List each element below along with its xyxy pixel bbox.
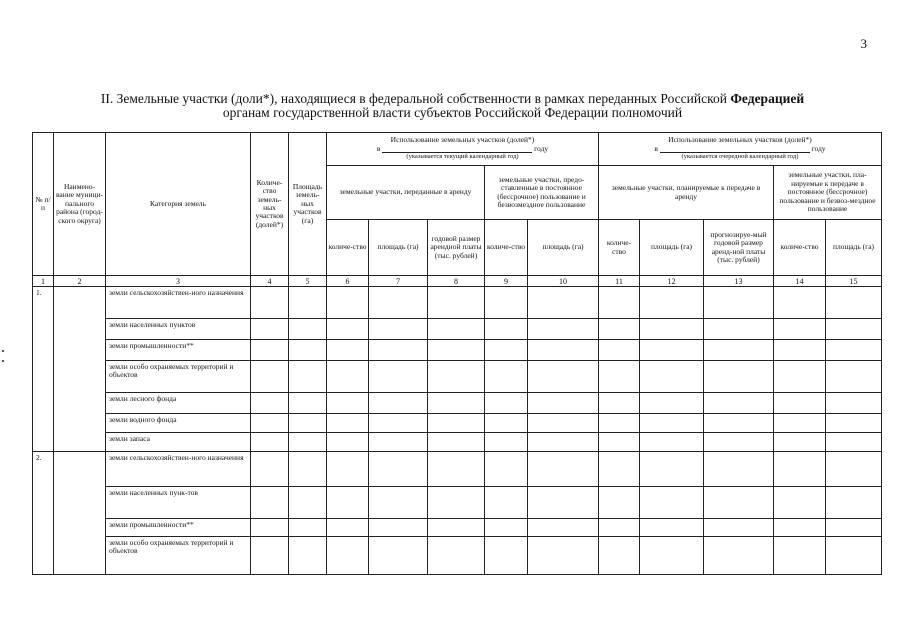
- empty-cell: [289, 393, 327, 414]
- empty-cell: [704, 319, 774, 340]
- column-number: 8: [428, 276, 485, 287]
- title-line-1: [0, 92, 905, 106]
- empty-cell: [428, 361, 485, 393]
- empty-cell: [528, 433, 599, 452]
- empty-cell: [289, 433, 327, 452]
- header-sub-count-planned: количе-ство: [599, 220, 640, 276]
- empty-cell: [826, 414, 882, 433]
- empty-cell: [428, 414, 485, 433]
- empty-cell: [251, 487, 289, 519]
- next-year-note: (указывается очередной календарный год): [681, 153, 799, 161]
- empty-cell: [599, 537, 640, 575]
- empty-cell: [826, 452, 882, 487]
- column-number: 14: [774, 276, 826, 287]
- empty-cell: [704, 414, 774, 433]
- land-category-cell: земли сельскохозяйствен-ного назначения: [106, 452, 251, 487]
- empty-cell: [599, 319, 640, 340]
- empty-cell: [251, 433, 289, 452]
- column-number: 4: [251, 276, 289, 287]
- empty-cell: [428, 452, 485, 487]
- empty-cell: [640, 487, 704, 519]
- next-year-caption: Использование земельных участков (долей*): [668, 135, 812, 145]
- table-body: [33, 287, 882, 575]
- column-number: 3: [106, 276, 251, 287]
- empty-cell: [251, 452, 289, 487]
- land-category-cell: земли населенных пунк-тов: [106, 487, 251, 519]
- empty-cell: [327, 519, 369, 537]
- header-sub-count-perpetual: количе-ство: [485, 220, 528, 276]
- empty-cell: [640, 537, 704, 575]
- next-year-prefix: в: [654, 143, 658, 153]
- empty-cell: [774, 361, 826, 393]
- empty-cell: [774, 340, 826, 361]
- empty-cell: [826, 393, 882, 414]
- empty-cell: [528, 414, 599, 433]
- current-year-prefix: в: [376, 143, 381, 153]
- empty-cell: [289, 537, 327, 575]
- empty-cell: [826, 340, 882, 361]
- next-year-blank: [660, 145, 810, 153]
- empty-cell: [528, 287, 599, 319]
- empty-cell: [774, 393, 826, 414]
- empty-cell: [428, 537, 485, 575]
- empty-cell: [599, 433, 640, 452]
- column-number: 13: [704, 276, 774, 287]
- next-year-suffix: году: [811, 143, 826, 153]
- current-year-line: [328, 145, 597, 153]
- empty-cell: [369, 319, 428, 340]
- empty-cell: [369, 414, 428, 433]
- column-number: 1: [33, 276, 54, 287]
- table-row: [33, 414, 882, 433]
- empty-cell: [774, 319, 826, 340]
- empty-cell: [826, 519, 882, 537]
- empty-cell: [428, 319, 485, 340]
- empty-cell: [327, 433, 369, 452]
- land-category-cell: земли водного фонда: [106, 414, 251, 433]
- column-number: 12: [640, 276, 704, 287]
- empty-cell: [485, 537, 528, 575]
- empty-cell: [528, 361, 599, 393]
- empty-cell: [485, 361, 528, 393]
- land-category-cell: земли особо охраняемых территорий и объектов: [106, 361, 251, 393]
- empty-cell: [327, 340, 369, 361]
- empty-cell: [826, 537, 882, 575]
- empty-cell: [289, 414, 327, 433]
- empty-cell: [327, 452, 369, 487]
- empty-cell: [428, 287, 485, 319]
- empty-cell: [640, 361, 704, 393]
- empty-cell: [369, 487, 428, 519]
- table-row: [33, 452, 882, 487]
- land-category-cell: земли промышленности**: [106, 340, 251, 361]
- empty-cell: [826, 319, 882, 340]
- empty-cell: [485, 340, 528, 361]
- header-sub-rent: годовой размер арендной платы (тыс. рублей): [428, 220, 485, 276]
- empty-cell: [774, 414, 826, 433]
- empty-cell: [826, 487, 882, 519]
- table-row: [33, 433, 882, 452]
- empty-cell: [640, 287, 704, 319]
- header-planned-lease: земельные участки, планируемые к передаче в аренду: [599, 166, 774, 220]
- column-number: 5: [289, 276, 327, 287]
- header-category: Категория земель: [106, 133, 251, 276]
- empty-cell: [485, 319, 528, 340]
- empty-cell: [704, 393, 774, 414]
- empty-cell: [289, 452, 327, 487]
- empty-cell: [774, 537, 826, 575]
- empty-cell: [826, 287, 882, 319]
- table-row: [33, 519, 882, 537]
- empty-cell: [826, 361, 882, 393]
- empty-cell: [369, 287, 428, 319]
- empty-cell: [289, 319, 327, 340]
- header-leased: земельные участки, переданные в аренду: [327, 166, 485, 220]
- municipality-cell: [54, 452, 106, 575]
- header-perpetual: земельные участки, предо-ставленные в постоянное (бессрочное) пользование и безвозмездное пользование: [485, 166, 599, 220]
- empty-cell: [428, 487, 485, 519]
- empty-cell: [528, 519, 599, 537]
- empty-cell: [485, 519, 528, 537]
- empty-cell: [428, 393, 485, 414]
- empty-cell: [640, 393, 704, 414]
- land-category-cell: земли населенных пунктов: [106, 319, 251, 340]
- header-sub-rent-planned: прогнозируе-мый годовой размер аренд-ной платы (тыс. рублей): [704, 220, 774, 276]
- current-year-blank: [382, 145, 532, 153]
- column-number: 10: [528, 276, 599, 287]
- empty-cell: [369, 519, 428, 537]
- empty-cell: [369, 537, 428, 575]
- empty-cell: [528, 393, 599, 414]
- header-next-year: [599, 133, 882, 166]
- empty-cell: [369, 452, 428, 487]
- column-number: 6: [327, 276, 369, 287]
- header-sub-area: площадь (га): [369, 220, 428, 276]
- header-sub-count-planned-perpetual: количе-ство: [774, 220, 826, 276]
- empty-cell: [704, 537, 774, 575]
- empty-cell: [251, 361, 289, 393]
- scan-mark: [2, 350, 4, 352]
- header-num: № п/п: [33, 133, 54, 276]
- empty-cell: [289, 340, 327, 361]
- municipality-cell: [54, 287, 106, 452]
- empty-cell: [428, 340, 485, 361]
- empty-cell: [327, 287, 369, 319]
- header-row-1: [33, 133, 882, 166]
- next-year-line: [600, 145, 880, 153]
- header-area: Площадь земель-ных участков (га): [289, 133, 327, 276]
- empty-cell: [640, 340, 704, 361]
- empty-cell: [369, 393, 428, 414]
- empty-cell: [327, 537, 369, 575]
- section-title: [0, 92, 905, 120]
- empty-cell: [369, 340, 428, 361]
- empty-cell: [640, 452, 704, 487]
- empty-cell: [640, 519, 704, 537]
- empty-cell: [704, 519, 774, 537]
- empty-cell: [704, 452, 774, 487]
- empty-cell: [485, 414, 528, 433]
- empty-cell: [774, 433, 826, 452]
- land-category-cell: земли лесного фонда: [106, 393, 251, 414]
- land-plots-table: [32, 132, 882, 575]
- current-year-suffix: году: [534, 143, 549, 153]
- empty-cell: [704, 287, 774, 319]
- table-row: [33, 537, 882, 575]
- empty-cell: [704, 487, 774, 519]
- empty-cell: [704, 340, 774, 361]
- empty-cell: [599, 361, 640, 393]
- empty-cell: [774, 287, 826, 319]
- empty-cell: [704, 361, 774, 393]
- empty-cell: [289, 487, 327, 519]
- table-row: [33, 487, 882, 519]
- empty-cell: [327, 393, 369, 414]
- column-number-row: [33, 276, 882, 287]
- empty-cell: [369, 433, 428, 452]
- empty-cell: [428, 519, 485, 537]
- column-number: 2: [54, 276, 106, 287]
- empty-cell: [774, 487, 826, 519]
- empty-cell: [485, 487, 528, 519]
- scan-mark: [2, 360, 4, 362]
- column-number: 15: [826, 276, 882, 287]
- empty-cell: [599, 393, 640, 414]
- header-sub-area-perpetual: площадь (га): [528, 220, 599, 276]
- empty-cell: [485, 433, 528, 452]
- empty-cell: [485, 393, 528, 414]
- empty-cell: [251, 319, 289, 340]
- empty-cell: [327, 319, 369, 340]
- empty-cell: [528, 340, 599, 361]
- title-line-1-part-1: II. Земельные участки (доли*), находящиеся в федеральной собственности в рамках переданных Российской: [100, 91, 731, 106]
- empty-cell: [251, 393, 289, 414]
- current-year-caption: Использование земельных участков (долей*): [390, 135, 535, 145]
- empty-cell: [599, 287, 640, 319]
- row-number: 2.: [33, 452, 54, 575]
- column-number: 11: [599, 276, 640, 287]
- empty-cell: [369, 361, 428, 393]
- column-number: 9: [485, 276, 528, 287]
- current-year-note: (указывается текущий календарный год): [406, 153, 519, 161]
- column-number: 7: [369, 276, 428, 287]
- header-municipality: Наимено-вание муници-пального района (город-ского округа): [54, 133, 106, 276]
- empty-cell: [640, 414, 704, 433]
- empty-cell: [428, 433, 485, 452]
- empty-cell: [289, 287, 327, 319]
- land-category-cell: земли промышленности**: [106, 519, 251, 537]
- empty-cell: [485, 287, 528, 319]
- empty-cell: [826, 433, 882, 452]
- empty-cell: [774, 519, 826, 537]
- empty-cell: [327, 414, 369, 433]
- empty-cell: [528, 319, 599, 340]
- page-number: 3: [860, 36, 867, 51]
- table-row: [33, 393, 882, 414]
- land-category-cell: земли особо охраняемых территорий и объектов: [106, 537, 251, 575]
- empty-cell: [251, 287, 289, 319]
- title-line-2: органам государственной власти субъектов Российской Федерации полномочий: [222, 105, 683, 120]
- table-row: [33, 319, 882, 340]
- row-number: 1.: [33, 287, 54, 452]
- header-current-year: [327, 133, 599, 166]
- land-category-cell: земли запаса: [106, 433, 251, 452]
- empty-cell: [774, 452, 826, 487]
- empty-cell: [704, 433, 774, 452]
- empty-cell: [327, 361, 369, 393]
- empty-cell: [599, 340, 640, 361]
- empty-cell: [599, 414, 640, 433]
- header-planned-perpetual: земельные участки, пла-нируемые к передаче в постоянное (бессрочное) пользование и безвоз-мездное пользование: [774, 166, 882, 220]
- empty-cell: [327, 487, 369, 519]
- empty-cell: [289, 361, 327, 393]
- empty-cell: [640, 319, 704, 340]
- empty-cell: [528, 487, 599, 519]
- header-sub-area-planned: площадь (га): [640, 220, 704, 276]
- table-row: [33, 287, 882, 319]
- empty-cell: [528, 452, 599, 487]
- table-row: [33, 340, 882, 361]
- header-sub-area-planned-perpetual: площадь (га): [826, 220, 882, 276]
- empty-cell: [599, 452, 640, 487]
- empty-cell: [485, 452, 528, 487]
- land-category-cell: земли сельскохозяйствен-ного назначения: [106, 287, 251, 319]
- empty-cell: [599, 519, 640, 537]
- table-row: [33, 361, 882, 393]
- empty-cell: [640, 433, 704, 452]
- empty-cell: [251, 414, 289, 433]
- header-sub-count: количе-ство: [327, 220, 369, 276]
- empty-cell: [251, 340, 289, 361]
- empty-cell: [289, 519, 327, 537]
- empty-cell: [528, 537, 599, 575]
- title-line-1-part-2: Федерацией: [730, 91, 805, 106]
- header-count: Количе-ство земель-ных участков (долей*): [251, 133, 289, 276]
- empty-cell: [251, 537, 289, 575]
- empty-cell: [599, 487, 640, 519]
- empty-cell: [251, 519, 289, 537]
